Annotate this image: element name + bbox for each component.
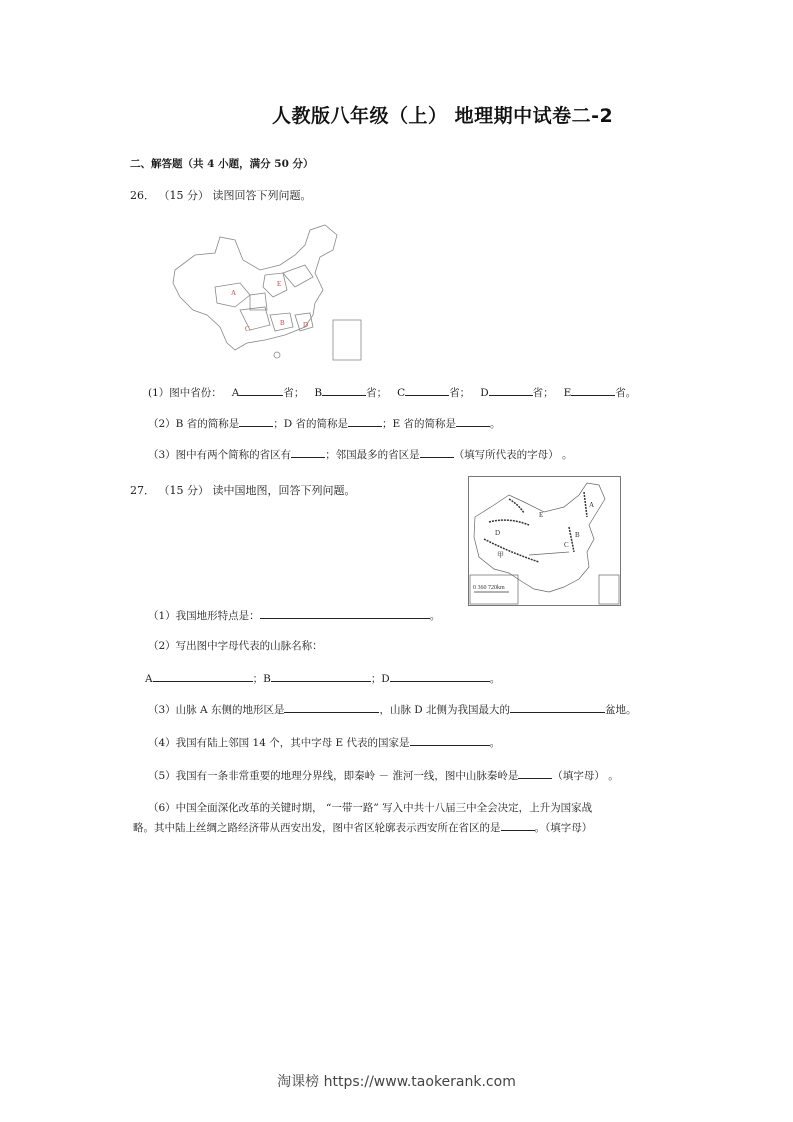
answer-blank-two-abbr[interactable] (291, 446, 325, 458)
answer-blank-c[interactable] (405, 384, 449, 396)
answer-blank-e[interactable] (571, 384, 615, 396)
answer-blank-most-neighbors[interactable] (420, 446, 454, 458)
q27-sub2-line (145, 670, 500, 686)
question-26-header: 26． （15 分） 读图回答下列问题。 (130, 189, 312, 202)
svg-text:B: B (280, 319, 285, 327)
q27-sub6-end: 。（填字母） (534, 822, 593, 834)
q26-sub1-prefix: (1）图中省份： (148, 387, 222, 399)
q26-sub2-part1: （2）B 省的简称是 (148, 418, 240, 430)
q27-sub5 (148, 767, 619, 783)
q26-sub3-part1: （3）图中有两个简称的省区有 (148, 449, 292, 461)
answer-blank-country[interactable] (410, 734, 490, 746)
question-27-header: 27． （15 分） 读中国地图，回答下列问题。 (130, 484, 356, 497)
q27-sub3 (148, 701, 637, 717)
q26-sub1-letter-d: D (480, 387, 489, 399)
q26-sub1-letter-c: C (397, 387, 406, 399)
svg-text:A: A (589, 501, 595, 509)
q27-sub2-a: A (145, 673, 153, 685)
answer-blank-e-abbr[interactable] (456, 415, 490, 427)
footer-watermark: 淘课榜 https://www.taokerank.com (277, 1074, 516, 1090)
answer-blank-b[interactable] (322, 384, 366, 396)
q27-sub2-b: ；B (252, 673, 271, 685)
svg-text:E: E (277, 280, 282, 288)
q27-sub3-part2: ，山脉 D 北侧为我国最大的 (379, 704, 511, 716)
answer-blank-d[interactable] (489, 384, 533, 396)
q27-sub5-end: （填字母） 。 (552, 770, 619, 782)
svg-text:C: C (245, 325, 250, 333)
svg-text:A: A (231, 289, 237, 297)
q26-sub1-letter-e: E (563, 387, 572, 399)
svg-text:D: D (303, 321, 309, 329)
q27-sub1 (148, 607, 440, 623)
q27-sub2-d: ；D (370, 673, 390, 685)
map-scale: 0 360 720km (473, 585, 505, 591)
answer-blank-b-abbr[interactable] (239, 415, 273, 427)
q26-sub1-letter-b: B (314, 387, 323, 399)
china-provinces-map-icon (165, 215, 365, 365)
q26-sub3 (148, 446, 573, 462)
q26-sub1-suffix-e: 省。 (615, 387, 637, 399)
answer-blank-mountain-b[interactable] (271, 670, 371, 682)
q27-sub2-end: 。 (489, 673, 501, 685)
china-terrain-map-icon (468, 476, 621, 606)
svg-text:C: C (564, 541, 569, 549)
svg-text:B: B (575, 531, 580, 539)
q27-sub6-text: 略。其中陆上丝绸之路经济带从西安出发，图中省区轮廓表示西安所在省区的是 (133, 822, 501, 834)
q26-sub2-part3: ；E 省的简称是 (382, 418, 457, 430)
page-title: 人教版八年级（上） 地理期中试卷二-2 (272, 105, 614, 127)
svg-text:甲: 甲 (497, 551, 504, 559)
q26-sub1-letter-a: A (231, 387, 240, 399)
answer-blank-d-abbr[interactable] (348, 415, 382, 427)
answer-blank-landform[interactable] (284, 701, 379, 713)
answer-blank-mountain-a[interactable] (153, 670, 253, 682)
q26-sub1-suffix-b: 省； (366, 387, 388, 399)
answer-blank-basin[interactable] (510, 701, 605, 713)
q26-sub2-end: 。 (490, 418, 501, 430)
q26-sub3-end: （填写所代表的字母） 。 (453, 449, 573, 461)
section-heading: 二、解答题（共 4 小题，满分 50 分） (130, 158, 314, 170)
q27-sub6-line2 (133, 819, 592, 835)
answer-blank-mountain-d[interactable] (390, 670, 490, 682)
q26-sub1 (148, 384, 636, 400)
q27-sub3-end: 盆地。 (605, 704, 637, 716)
q27-sub6-line1: （6）中国全面深化改革的关键时期， “一带一路” 写入中共十八届三中全会决定，上升为国家战 (148, 802, 593, 814)
q27-sub2: （2）写出图中字母代表的山脉名称： (148, 640, 323, 652)
svg-text:D: D (495, 529, 501, 537)
q27-sub3-part1: （3）山脉 A 东侧的地形区是 (148, 704, 285, 716)
q26-sub3-part2: ；邻国最多的省区是 (325, 449, 420, 461)
q27-sub4 (148, 734, 500, 750)
q26-sub1-suffix-a: 省； (283, 387, 305, 399)
q26-sub1-suffix-d: 省； (532, 387, 554, 399)
q27-sub5-part1: （5）我国有一条非常重要的地理分界线，即秦岭 － 淮河一线，图中山脉秦岭是 (148, 770, 519, 782)
q27-sub4-part1: （4）我国有陆上邻国 14 个，其中字母 E 代表的国家是 (148, 737, 410, 749)
answer-blank-a[interactable] (239, 384, 283, 396)
svg-text:E: E (539, 511, 544, 519)
q26-sub2 (148, 415, 501, 431)
answer-blank-qinling[interactable] (518, 767, 552, 779)
q26-sub2-part2: ；D 省的简称是 (273, 418, 348, 430)
q27-sub1-end: 。 (429, 610, 441, 622)
answer-blank-terrain[interactable] (260, 607, 430, 619)
q27-sub4-end: 。 (489, 737, 501, 749)
q26-sub1-suffix-c: 省； (449, 387, 471, 399)
q27-sub1-text: （1）我国地形特点是： (148, 610, 260, 622)
answer-blank-xian-province[interactable] (501, 819, 535, 831)
